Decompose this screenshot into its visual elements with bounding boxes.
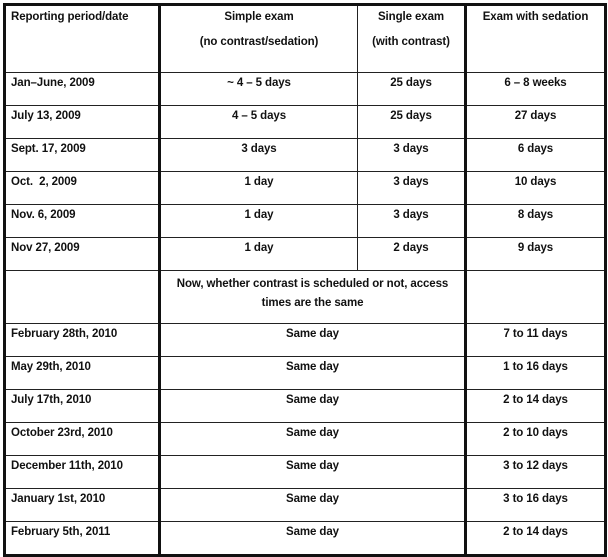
row-sedation: 6 – 8 weeks — [504, 77, 567, 89]
row-sedation: 8 days — [517, 209, 554, 221]
row-access: Same day — [286, 328, 339, 340]
row-single: 25 days — [390, 110, 432, 122]
row-sedation: 10 days — [514, 176, 557, 188]
table-row — [5, 106, 606, 139]
row-sedation: 6 days — [517, 143, 554, 155]
row-access: Same day — [286, 460, 339, 472]
header-simple-line1: Simple exam — [224, 11, 294, 23]
row-single: 2 days — [393, 242, 429, 254]
row-date: Oct. 2, 2009 — [11, 176, 77, 188]
table-row — [5, 172, 606, 205]
note-row — [5, 271, 606, 324]
table-row — [5, 324, 606, 357]
row-sedation: 2 to 10 days — [503, 427, 568, 439]
row-sedation: 1 to 16 days — [503, 361, 568, 373]
table-row — [5, 423, 606, 456]
header-single-line2: (with contrast) — [372, 36, 450, 48]
row-simple: 1 day — [244, 209, 274, 221]
row-date: Jan–June, 2009 — [11, 77, 95, 89]
row-access: Same day — [286, 394, 339, 406]
table-row — [5, 522, 606, 556]
row-access: Same day — [286, 361, 339, 373]
row-date: January 1st, 2010 — [11, 493, 106, 505]
row-single: 3 days — [393, 176, 429, 188]
row-date: December 11th, 2010 — [11, 460, 123, 472]
row-date: July 17th, 2010 — [11, 394, 92, 406]
table-row — [5, 390, 606, 423]
row-access: Same day — [286, 427, 339, 439]
row-sedation: 9 days — [517, 242, 554, 254]
header-sedation — [466, 5, 606, 73]
access-times-table — [3, 3, 607, 557]
row-date: Sept. 17, 2009 — [11, 143, 86, 155]
row-sedation: 3 to 12 days — [503, 460, 568, 472]
header-date-label: Reporting period/date — [11, 11, 129, 23]
header-row — [5, 5, 606, 73]
row-date: May 29th, 2010 — [11, 361, 91, 373]
row-date: February 5th, 2011 — [11, 526, 111, 538]
row-sedation: 27 days — [514, 110, 557, 122]
row-date: Nov. 6, 2009 — [11, 209, 76, 221]
header-sedation-label: Exam with sedation — [482, 11, 589, 23]
row-sedation: 3 to 16 days — [503, 493, 568, 505]
row-access: Same day — [286, 526, 339, 538]
row-date: July 13, 2009 — [11, 110, 81, 122]
row-simple: ~ 4 – 5 days — [227, 77, 291, 89]
table-row — [5, 238, 606, 271]
row-simple: 1 day — [244, 176, 274, 188]
row-single: 3 days — [393, 143, 429, 155]
table-row — [5, 489, 606, 522]
header-date — [5, 5, 160, 73]
table-row — [5, 357, 606, 390]
row-simple: 3 days — [241, 143, 277, 155]
row-date: October 23rd, 2010 — [11, 427, 113, 439]
row-single: 25 days — [390, 77, 432, 89]
access-note: Now, whether contrast is scheduled or not, access times are the same — [176, 278, 449, 309]
header-simple-exam — [160, 5, 358, 73]
table-row — [5, 73, 606, 106]
table-row — [5, 205, 606, 238]
header-simple-line2: (no contrast/sedation) — [199, 36, 319, 48]
row-sedation: 7 to 11 days — [503, 328, 568, 340]
row-date: February 28th, 2010 — [11, 328, 118, 340]
row-date: Nov 27, 2009 — [11, 242, 80, 254]
row-single: 3 days — [393, 209, 429, 221]
table-row — [5, 139, 606, 172]
row-simple: 4 – 5 days — [232, 110, 286, 122]
header-single-exam — [358, 5, 466, 73]
row-access: Same day — [286, 493, 339, 505]
table-row — [5, 456, 606, 489]
header-single-line1: Single exam — [377, 11, 444, 23]
row-sedation: 2 to 14 days — [503, 526, 568, 538]
row-simple: 1 day — [244, 242, 274, 254]
row-sedation: 2 to 14 days — [503, 394, 568, 406]
